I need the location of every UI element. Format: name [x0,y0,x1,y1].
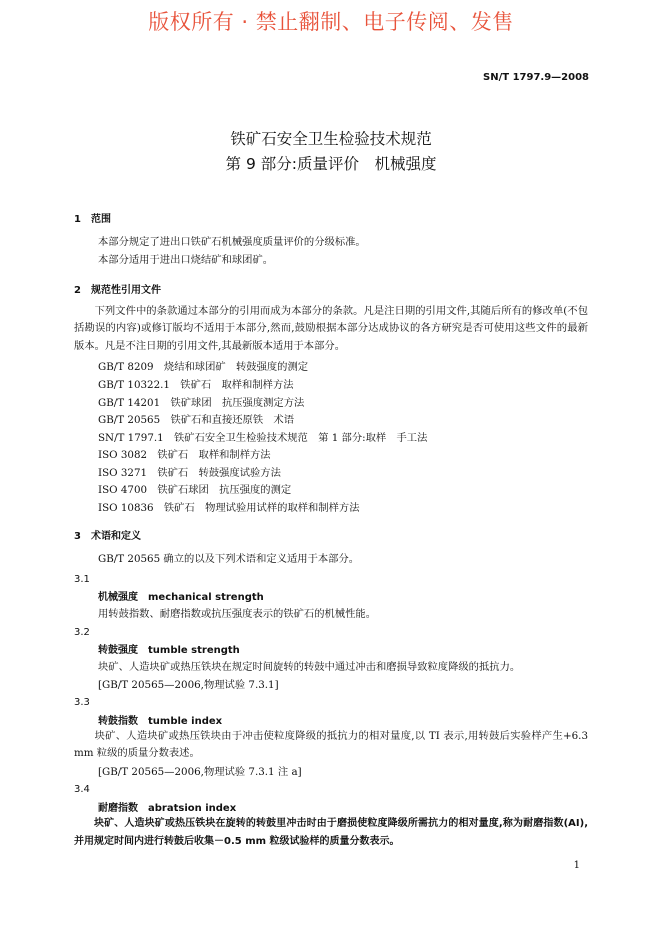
reference-item: SN/T 1797.1 铁矿石安全卫生检验技术规范 第 1 部分:取样 手工法 [98,432,428,444]
reference-item: ISO 10836 铁矿石 物理试验用试样的取样和制样方法 [98,502,360,514]
term-number: 3.1 [74,574,90,585]
term-number: 3.4 [74,784,90,795]
section-heading-terms-definitions: 3 术语和定义 [74,531,141,542]
reference-item: ISO 3271 铁矿石 转鼓强度试验方法 [98,467,281,479]
term-definition: 块矿、人造块矿或热压铁块在规定时间旋转的转鼓中通过冲击和磨损导致粒度降级的抵抗力。 [98,661,521,673]
term-name: 转鼓强度 tumble strength [98,645,240,656]
reference-item: GB/T 8209 烧结和球团矿 转鼓强度的测定 [98,361,309,373]
reference-item: GB/T 10322.1 铁矿石 取样和制样方法 [98,379,294,391]
reference-item: ISO 3082 铁矿石 取样和制样方法 [98,449,271,461]
section-heading-scope: 1 范围 [74,214,111,225]
page-number: 1 [573,860,580,871]
term-name: 转鼓指数 tumble index [98,716,223,727]
document-subtitle: 第 9 部分:质量评价 机械强度 [225,155,437,173]
references-intro-paragraph: 下列文件中的条款通过本部分的引用而成为本部分的条款。凡是注日期的引用文件,其随后所有的修改单(不包括勘误的内容)或修订版均不适用于本部分,然而,鼓励根据本部分达成协议的各方研究是否可使用这些文件的最新版本。凡是不注日期的引用文件,其最新版本适用于本部分。 [74,305,588,352]
term-name: 耐磨指数 abratsion index [98,803,237,814]
scope-paragraph-2: 本部分适用于进出口烧结矿和球团矿。 [98,254,274,266]
section-heading-normative-references: 2 规范性引用文件 [74,285,161,296]
term-source: [GB/T 20565—2006,物理试验 7.3.1 注 a] [98,766,302,778]
watermark: 版权所有 · 禁止翻制、电子传阅、发售 [148,10,514,34]
reference-item: ISO 4700 铁矿石球团 抗压强度的测定 [98,484,292,496]
term-definition: 块矿、人造块矿或热压铁块由于冲击使粒度降级的抵抗力的相对量度,以 TI 表示,用转鼓后实验样产生+6.3 mm 粒级的质量分数表述。 [74,730,588,760]
scope-paragraph-1: 本部分规定了进出口铁矿石机械强度质量评价的分级标准。 [98,236,366,248]
term-definition: 块矿、人造块矿或热压铁块在旋转的转鼓里冲击时由于磨损使粒度降级所需抗力的相对量度,称为耐磨指数(AI),并用规定时间内进行转鼓后收集－0.5 mm 粒级试验样的质量分数表示。 [74,818,588,847]
document-number: SN/T 1797.9—2008 [483,72,589,83]
term-source: [GB/T 20565—2006,物理试验 7.3.1] [98,679,279,691]
reference-item: GB/T 14201 铁矿球团 抗压强度测定方法 [98,397,305,409]
term-number: 3.3 [74,697,90,708]
reference-item: GB/T 20565 铁矿石和直接还原铁 术语 [98,414,295,426]
term-definition: 用转鼓指数、耐磨指数或抗压强度表示的铁矿石的机械性能。 [98,608,377,620]
term-number: 3.2 [74,627,90,638]
term-name: 机械强度 mechanical strength [98,592,264,603]
terms-intro-paragraph: GB/T 20565 确立的以及下列术语和定义适用于本部分。 [98,553,360,565]
document-title: 铁矿石安全卫生检验技术规范 [230,130,432,148]
